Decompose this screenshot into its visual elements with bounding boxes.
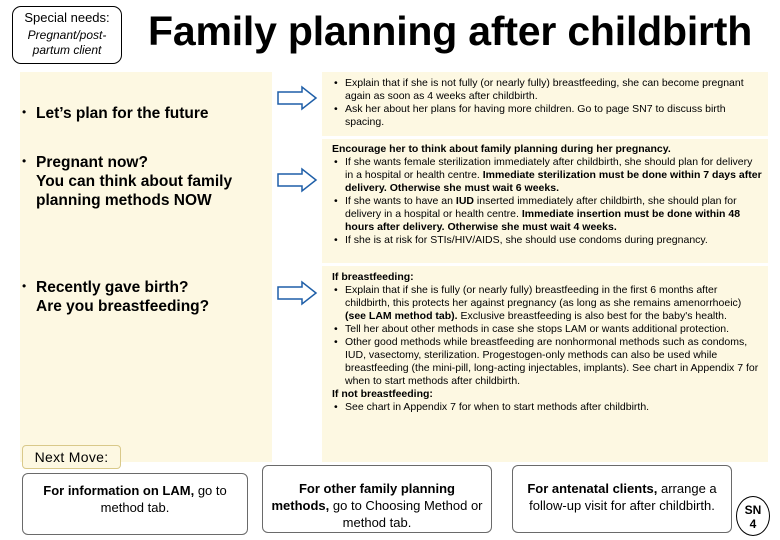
next-move-label: Next Move: (22, 445, 121, 469)
client-type-label: Pregnant/post-partum client (27, 28, 107, 57)
guidance-heading: If breastfeeding: (332, 271, 414, 283)
special-needs-tag (12, 6, 122, 64)
pregnant-guidance (322, 139, 768, 263)
page-code-badge: SN 4 (736, 496, 770, 536)
guidance-item: • If she wants female sterilization immediately after childbirth, she should plan for delivery in a hospital or health centre. Immediate sterilization must be done within 7 days after delivery. Otherwise she must wait 6 weeks. (332, 156, 762, 195)
page-title: Family planning after childbirth (148, 8, 753, 54)
special-needs-label: Special needs: (24, 10, 110, 25)
guidance-heading: Encourage her to think about family planning during her pregnancy. (332, 143, 671, 155)
right-arrow-icon (276, 167, 318, 193)
guidance-item: • Tell her about other methods in case she stops LAM or wants additional protection. (332, 323, 762, 336)
guidance-item: • See chart in Appendix 7 for when to start methods after childbirth. (332, 401, 762, 414)
plan-future-guidance (322, 72, 768, 136)
guidance-heading: If not breastfeeding: (332, 388, 433, 400)
other-methods-box[interactable]: For other family planning methods, go to Choosing Method or method tab. (262, 465, 492, 533)
guidance-item: • Ask her about her plans for having more children. Go to page SN7 to discuss birth spacing. (332, 103, 762, 129)
guidance-item: • If she is at risk for STIs/HIV/AIDS, she should use condoms during pregnancy. (332, 234, 762, 247)
lam-info-box[interactable]: For information on LAM, go to method tab. (22, 473, 248, 535)
prompt-pregnant-now: • Pregnant now? You can think about family planning methods NOW (22, 154, 233, 209)
guidance-item: • If she wants to have an IUD inserted immediately after childbirth, she should plan for delivery in a hospital or health centre. Immediate insertion must be done within 48 hours after delivery. Otherwise she must wait 4 weeks. (332, 195, 762, 234)
antenatal-clients-box[interactable]: For antenatal clients, arrange a follow-up visit for after childbirth. (512, 465, 732, 533)
guidance-item: • Explain that if she is fully (or nearly fully) breastfeeding in the first 6 months after childbirth, this protects her against pregnancy (as long as she remains amenorrhoeic) (see LAM method tab). Exclusive breastfeeding is also best for the baby's health. (332, 284, 762, 323)
guidance-item: • Other good methods while breastfeeding are nonhormonal methods such as condoms, IUD, vasectomy, sterilization. Progestogen-only methods can also be used while breastfeeding (the mini-pill, long-acting injectables, implants). See chart in Appendix 7 for when to start methods after childbirth. (332, 336, 762, 388)
prompt-plan-future: • Let’s plan for the future (22, 105, 209, 122)
left-panel (20, 72, 272, 462)
prompt-recently-gave-birth: • Recently gave birth? Are you breastfeeding? (22, 279, 210, 315)
guidance-item: • Explain that if she is not fully (or nearly fully) breastfeeding, she can become pregnant again as soon as 4 weeks after childbirth. (332, 77, 762, 103)
right-arrow-icon (276, 85, 318, 111)
postpartum-guidance (322, 266, 768, 462)
right-arrow-icon (276, 280, 318, 306)
